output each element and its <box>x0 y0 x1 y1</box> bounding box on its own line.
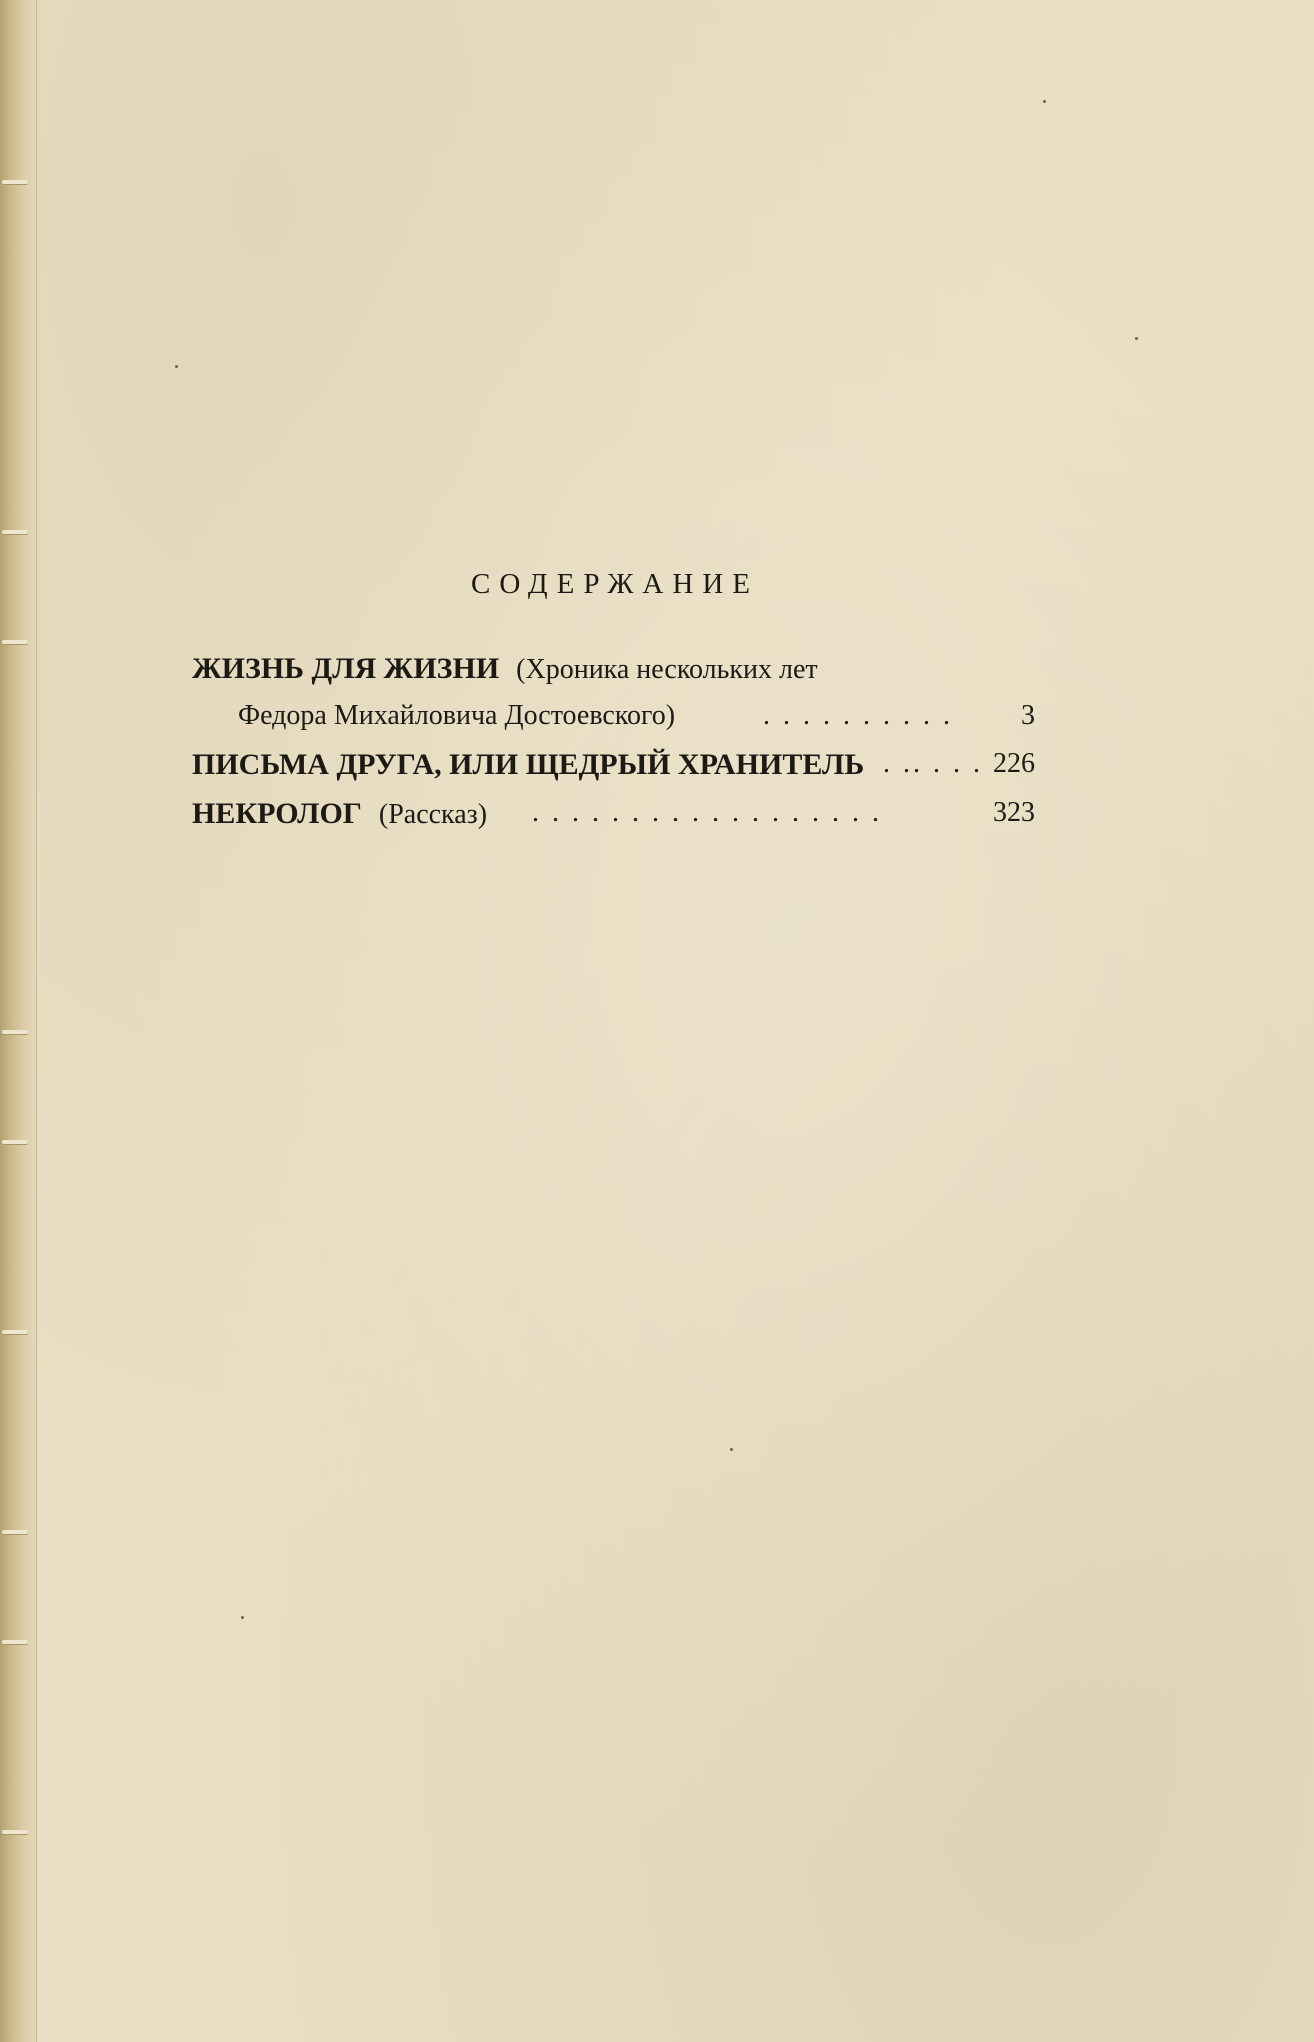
toc-page-number: 226 <box>993 748 1035 779</box>
toc-page-number: 3 <box>1021 700 1035 731</box>
toc-entry-subtitle: (Рассказ) <box>378 799 488 830</box>
toc-page-number: 323 <box>993 797 1035 828</box>
toc-leader-dots: . . . . . . . . . . <box>763 700 953 731</box>
toc-entry-3-line-1 <box>192 797 487 831</box>
toc-entry-title: ПИСЬМА ДРУГА, ИЛИ ЩЕДРЫЙ ХРАНИТЕЛЬ <box>192 748 865 781</box>
toc-entry-2-line-1 <box>192 748 864 782</box>
toc-entry-subtitle: (Хроника нескольких лет <box>516 654 818 685</box>
toc-entry-1-line-1 <box>192 652 818 686</box>
toc-leader-dots: . . . . . . . . . . . . . . . . . . <box>532 797 882 828</box>
toc-entry-title: НЕКРОЛОГ <box>192 797 362 830</box>
toc-entry-title: ЖИЗНЬ ДЛЯ ЖИЗНИ <box>192 652 500 685</box>
toc-heading: СОДЕРЖАНИЕ <box>471 568 759 600</box>
toc-leader-dots: . .. . . . <box>883 748 983 779</box>
toc-entry-1-line-2 <box>238 700 675 732</box>
toc-entry-subtitle: Федора Михайловича Достоевского) <box>238 700 676 731</box>
